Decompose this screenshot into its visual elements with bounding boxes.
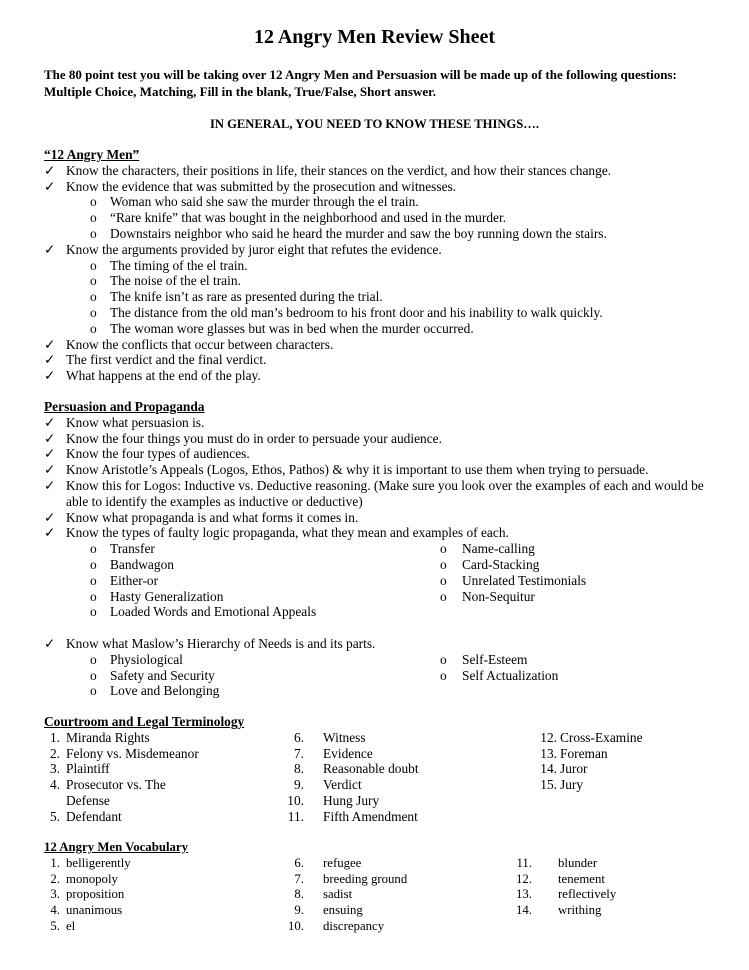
intro-paragraph: The 80 point test you will be taking over 12 Angry Men and Persuasion will be made up of the following questions: Multiple Choice, Matching, Fill in the blank, True/False, Short answer. xyxy=(44,67,677,99)
list-item xyxy=(0,289,749,305)
item-number: 10. xyxy=(287,792,304,808)
item-number: 4. xyxy=(50,903,60,918)
item-term: Prosecutor vs. The xyxy=(66,777,166,793)
item-term: Miranda Rights xyxy=(66,729,150,745)
item-term: Fifth Amendment xyxy=(323,808,418,824)
list-item xyxy=(0,668,749,684)
item-number: 9. xyxy=(294,903,304,918)
item-term: Foreman xyxy=(560,745,608,761)
section-12-angry-men xyxy=(0,147,749,384)
item-number: 10. xyxy=(288,918,304,933)
item-term: Juror xyxy=(560,761,588,777)
sub-item-text: Non-Sequitur xyxy=(462,588,535,604)
section-heading xyxy=(0,399,749,415)
bullet-icon: o xyxy=(90,320,97,336)
list-item xyxy=(0,462,749,478)
list-item xyxy=(0,273,749,289)
sub-item-text: Either-or xyxy=(110,572,159,588)
list-item xyxy=(0,179,749,195)
check-icon: ✓ xyxy=(44,178,56,194)
section-heading-text: Persuasion and Propaganda xyxy=(44,399,205,414)
item-number: 12. xyxy=(540,729,557,745)
item-text: Know the conflicts that occur between characters. xyxy=(66,336,334,352)
item-text: Know what Maslow’s Hierarchy of Needs is and its parts. xyxy=(66,635,376,651)
numbered-row xyxy=(0,746,749,762)
sub-item-text: Name-calling xyxy=(462,541,535,557)
bullet-icon: o xyxy=(90,257,97,273)
blank-line xyxy=(0,620,749,636)
numbered-row xyxy=(0,887,749,903)
item-number: 5. xyxy=(49,808,60,824)
item-term: breeding ground xyxy=(323,871,408,886)
bullet-icon: o xyxy=(90,604,97,620)
check-icon: ✓ xyxy=(44,430,56,446)
list-item xyxy=(0,652,749,668)
section-heading-text: “12 Angry Men” xyxy=(44,147,140,162)
bullet-icon: o xyxy=(90,667,97,683)
sub-item-text: Woman who said she saw the murder through the el train. xyxy=(110,194,419,210)
list-item xyxy=(0,604,749,620)
item-text: The first verdict and the final verdict. xyxy=(66,352,267,368)
item-number: 1. xyxy=(50,855,60,870)
item-term: tenement xyxy=(558,871,605,886)
sub-item-text: Self-Esteem xyxy=(462,651,528,667)
list-item xyxy=(0,258,749,274)
item-term: proposition xyxy=(66,887,125,902)
sub-item-text: The noise of the el train. xyxy=(110,273,241,289)
check-icon: ✓ xyxy=(44,162,56,178)
bullet-icon: o xyxy=(90,683,97,699)
bullet-icon: o xyxy=(440,541,447,557)
item-text: Know the evidence that was submitted by the prosecution and witnesses. xyxy=(66,178,457,194)
numbered-row xyxy=(0,919,749,935)
numbered-row xyxy=(0,777,749,793)
sub-item-text: Love and Belonging xyxy=(110,683,220,699)
sub-item-text: Card-Stacking xyxy=(462,556,540,572)
bullet-icon: o xyxy=(90,289,97,305)
item-term: blunder xyxy=(558,855,598,870)
check-icon: ✓ xyxy=(44,368,56,384)
bullet-icon: o xyxy=(90,588,97,604)
item-number: 6. xyxy=(293,729,304,745)
sub-item-text: Loaded Words and Emotional Appeals xyxy=(110,604,317,620)
list-item xyxy=(0,431,749,447)
check-icon: ✓ xyxy=(44,509,56,525)
item-number: 8. xyxy=(294,887,304,902)
section-heading xyxy=(0,840,749,856)
list-item xyxy=(0,415,749,431)
item-number: 5. xyxy=(50,918,60,933)
sub-item-text: Hasty Generalization xyxy=(110,588,224,604)
check-icon: ✓ xyxy=(44,477,56,493)
item-number: 11. xyxy=(516,855,532,870)
item-number: 13. xyxy=(540,745,557,761)
section-persuasion xyxy=(0,399,749,699)
section-vocabulary xyxy=(0,840,749,935)
section-heading xyxy=(0,714,749,730)
list-item xyxy=(0,636,749,652)
bullet-icon: o xyxy=(440,572,447,588)
item-number: 2. xyxy=(50,871,60,886)
item-number: 7. xyxy=(293,745,304,761)
numbered-row xyxy=(0,809,749,825)
item-term: sadist xyxy=(323,887,353,902)
item-term: ensuing xyxy=(323,903,363,918)
list-item xyxy=(0,226,749,242)
list-item xyxy=(0,510,749,526)
sub-item-text: The distance from the old man’s bedroom to his front door and his inability to walk quickly. xyxy=(110,304,603,320)
list-item xyxy=(0,305,749,321)
item-term: reflectively xyxy=(558,887,617,902)
list-item xyxy=(0,352,749,368)
bullet-icon: o xyxy=(440,651,447,667)
item-term: Felony vs. Misdemeanor xyxy=(66,745,199,761)
section-courtroom-terms xyxy=(0,714,749,825)
sub-item-text: Unrelated Testimonials xyxy=(462,572,587,588)
item-number: 6. xyxy=(294,855,304,870)
check-icon: ✓ xyxy=(44,446,56,462)
section-heading xyxy=(0,147,749,163)
list-item xyxy=(0,573,749,589)
sub-item-text: The timing of the el train. xyxy=(110,257,248,273)
item-text: Know the four types of audiences. xyxy=(66,446,250,462)
item-text: Know what persuasion is. xyxy=(66,414,205,430)
item-term: Verdict xyxy=(323,777,362,793)
list-item xyxy=(0,557,749,573)
item-term: Defendant xyxy=(66,808,122,824)
list-item xyxy=(0,368,749,384)
bullet-icon: o xyxy=(90,556,97,572)
check-icon: ✓ xyxy=(44,352,56,368)
item-term: refugee xyxy=(323,855,362,870)
general-heading: IN GENERAL, YOU NEED TO KNOW THESE THINGS…. xyxy=(209,117,540,131)
item-text: Know the arguments provided by juror eight that refutes the evidence. xyxy=(66,241,442,257)
item-text: Know this for Logos: Inductive vs. Deductive reasoning. (Make sure you look over the examples of each and would be able to identify the examples as inductive or deductive) xyxy=(66,477,704,509)
item-text: Know the four things you must do in order to persuade your audience. xyxy=(66,430,442,446)
numbered-row xyxy=(0,730,749,746)
numbered-row xyxy=(0,793,749,809)
sub-item-text: Safety and Security xyxy=(110,667,215,683)
check-icon: ✓ xyxy=(44,336,56,352)
bullet-icon: o xyxy=(90,541,97,557)
section-heading-text: Courtroom and Legal Terminology xyxy=(44,714,245,729)
list-item xyxy=(0,194,749,210)
item-number: 3. xyxy=(49,761,60,777)
list-item xyxy=(0,163,749,179)
item-term: Jury xyxy=(560,777,584,793)
item-number: 15. xyxy=(540,777,557,793)
item-number: 8. xyxy=(293,761,304,777)
bullet-icon: o xyxy=(90,194,97,210)
item-term: writhing xyxy=(558,903,602,918)
item-term: Plaintiff xyxy=(66,761,110,777)
sub-item-text: “Rare knife” that was bought in the neighborhood and used in the murder. xyxy=(110,210,507,226)
numbered-row xyxy=(0,872,749,888)
bullet-icon: o xyxy=(440,556,447,572)
bullet-icon: o xyxy=(90,304,97,320)
sub-item-text: Physiological xyxy=(110,651,183,667)
item-term: belligerently xyxy=(66,855,131,870)
item-number: 2. xyxy=(49,745,60,761)
item-text: What happens at the end of the play. xyxy=(66,368,261,384)
item-term: Defense xyxy=(66,792,110,808)
item-term: Reasonable doubt xyxy=(323,761,419,777)
item-term: Witness xyxy=(323,729,366,745)
item-number: 7. xyxy=(294,871,304,886)
item-term: discrepancy xyxy=(323,918,385,933)
item-text: Know Aristotle’s Appeals (Logos, Ethos, Pathos) & why it is important to use them when trying to persuade. xyxy=(66,462,649,478)
item-number: 3. xyxy=(50,887,60,902)
section-heading-text: 12 Angry Men Vocabulary xyxy=(44,840,188,854)
list-item xyxy=(0,683,749,699)
list-item xyxy=(0,337,749,353)
check-icon: ✓ xyxy=(44,462,56,478)
list-item xyxy=(0,525,749,541)
item-number: 1. xyxy=(49,729,60,745)
bullet-icon: o xyxy=(90,572,97,588)
item-number: 11. xyxy=(287,808,304,824)
sub-item-text: Downstairs neighbor who said he heard the murder and saw the boy running down the stairs. xyxy=(110,225,607,241)
item-term: monopoly xyxy=(66,871,118,886)
item-text: Know the types of faulty logic propaganda, what they mean and examples of each. xyxy=(66,525,509,541)
sub-item-text: Bandwagon xyxy=(110,556,174,572)
item-number: 4. xyxy=(49,777,60,793)
list-item xyxy=(0,210,749,226)
item-number: 9. xyxy=(293,777,304,793)
list-item xyxy=(0,242,749,258)
numbered-row xyxy=(0,856,749,872)
bullet-icon: o xyxy=(90,210,97,226)
sub-item-text: Transfer xyxy=(110,541,155,557)
bullet-icon: o xyxy=(440,667,447,683)
item-term: Hung Jury xyxy=(323,792,380,808)
check-icon: ✓ xyxy=(44,414,56,430)
numbered-row xyxy=(0,761,749,777)
item-number: 14. xyxy=(516,903,532,918)
list-item xyxy=(0,321,749,337)
page-title: 12 Angry Men Review Sheet xyxy=(253,26,496,48)
bullet-icon: o xyxy=(90,273,97,289)
bullet-icon: o xyxy=(90,225,97,241)
sub-item-text: The woman wore glasses but was in bed when the murder occurred. xyxy=(110,320,474,336)
check-icon: ✓ xyxy=(44,635,56,651)
check-icon: ✓ xyxy=(44,525,56,541)
list-item xyxy=(0,478,749,510)
bullet-icon: o xyxy=(440,588,447,604)
item-number: 13. xyxy=(516,887,532,902)
sub-item-text: The knife isn’t as rare as presented during the trial. xyxy=(110,289,383,305)
item-number: 12. xyxy=(516,871,532,886)
list-item xyxy=(0,446,749,462)
item-text: Know what propaganda is and what forms it comes in. xyxy=(66,509,359,525)
item-term: unanimous xyxy=(66,903,123,918)
item-term: Cross-Examine xyxy=(560,729,643,745)
check-icon: ✓ xyxy=(44,241,56,257)
item-number: 14. xyxy=(540,761,557,777)
list-item xyxy=(0,541,749,557)
list-item xyxy=(0,589,749,605)
item-text: Know the characters, their positions in life, their stances on the verdict, and how their stances change. xyxy=(66,162,612,178)
bullet-icon: o xyxy=(90,651,97,667)
sub-item-text: Self Actualization xyxy=(462,667,559,683)
item-term: el xyxy=(66,918,76,933)
item-term: Evidence xyxy=(323,745,373,761)
numbered-row xyxy=(0,903,749,919)
